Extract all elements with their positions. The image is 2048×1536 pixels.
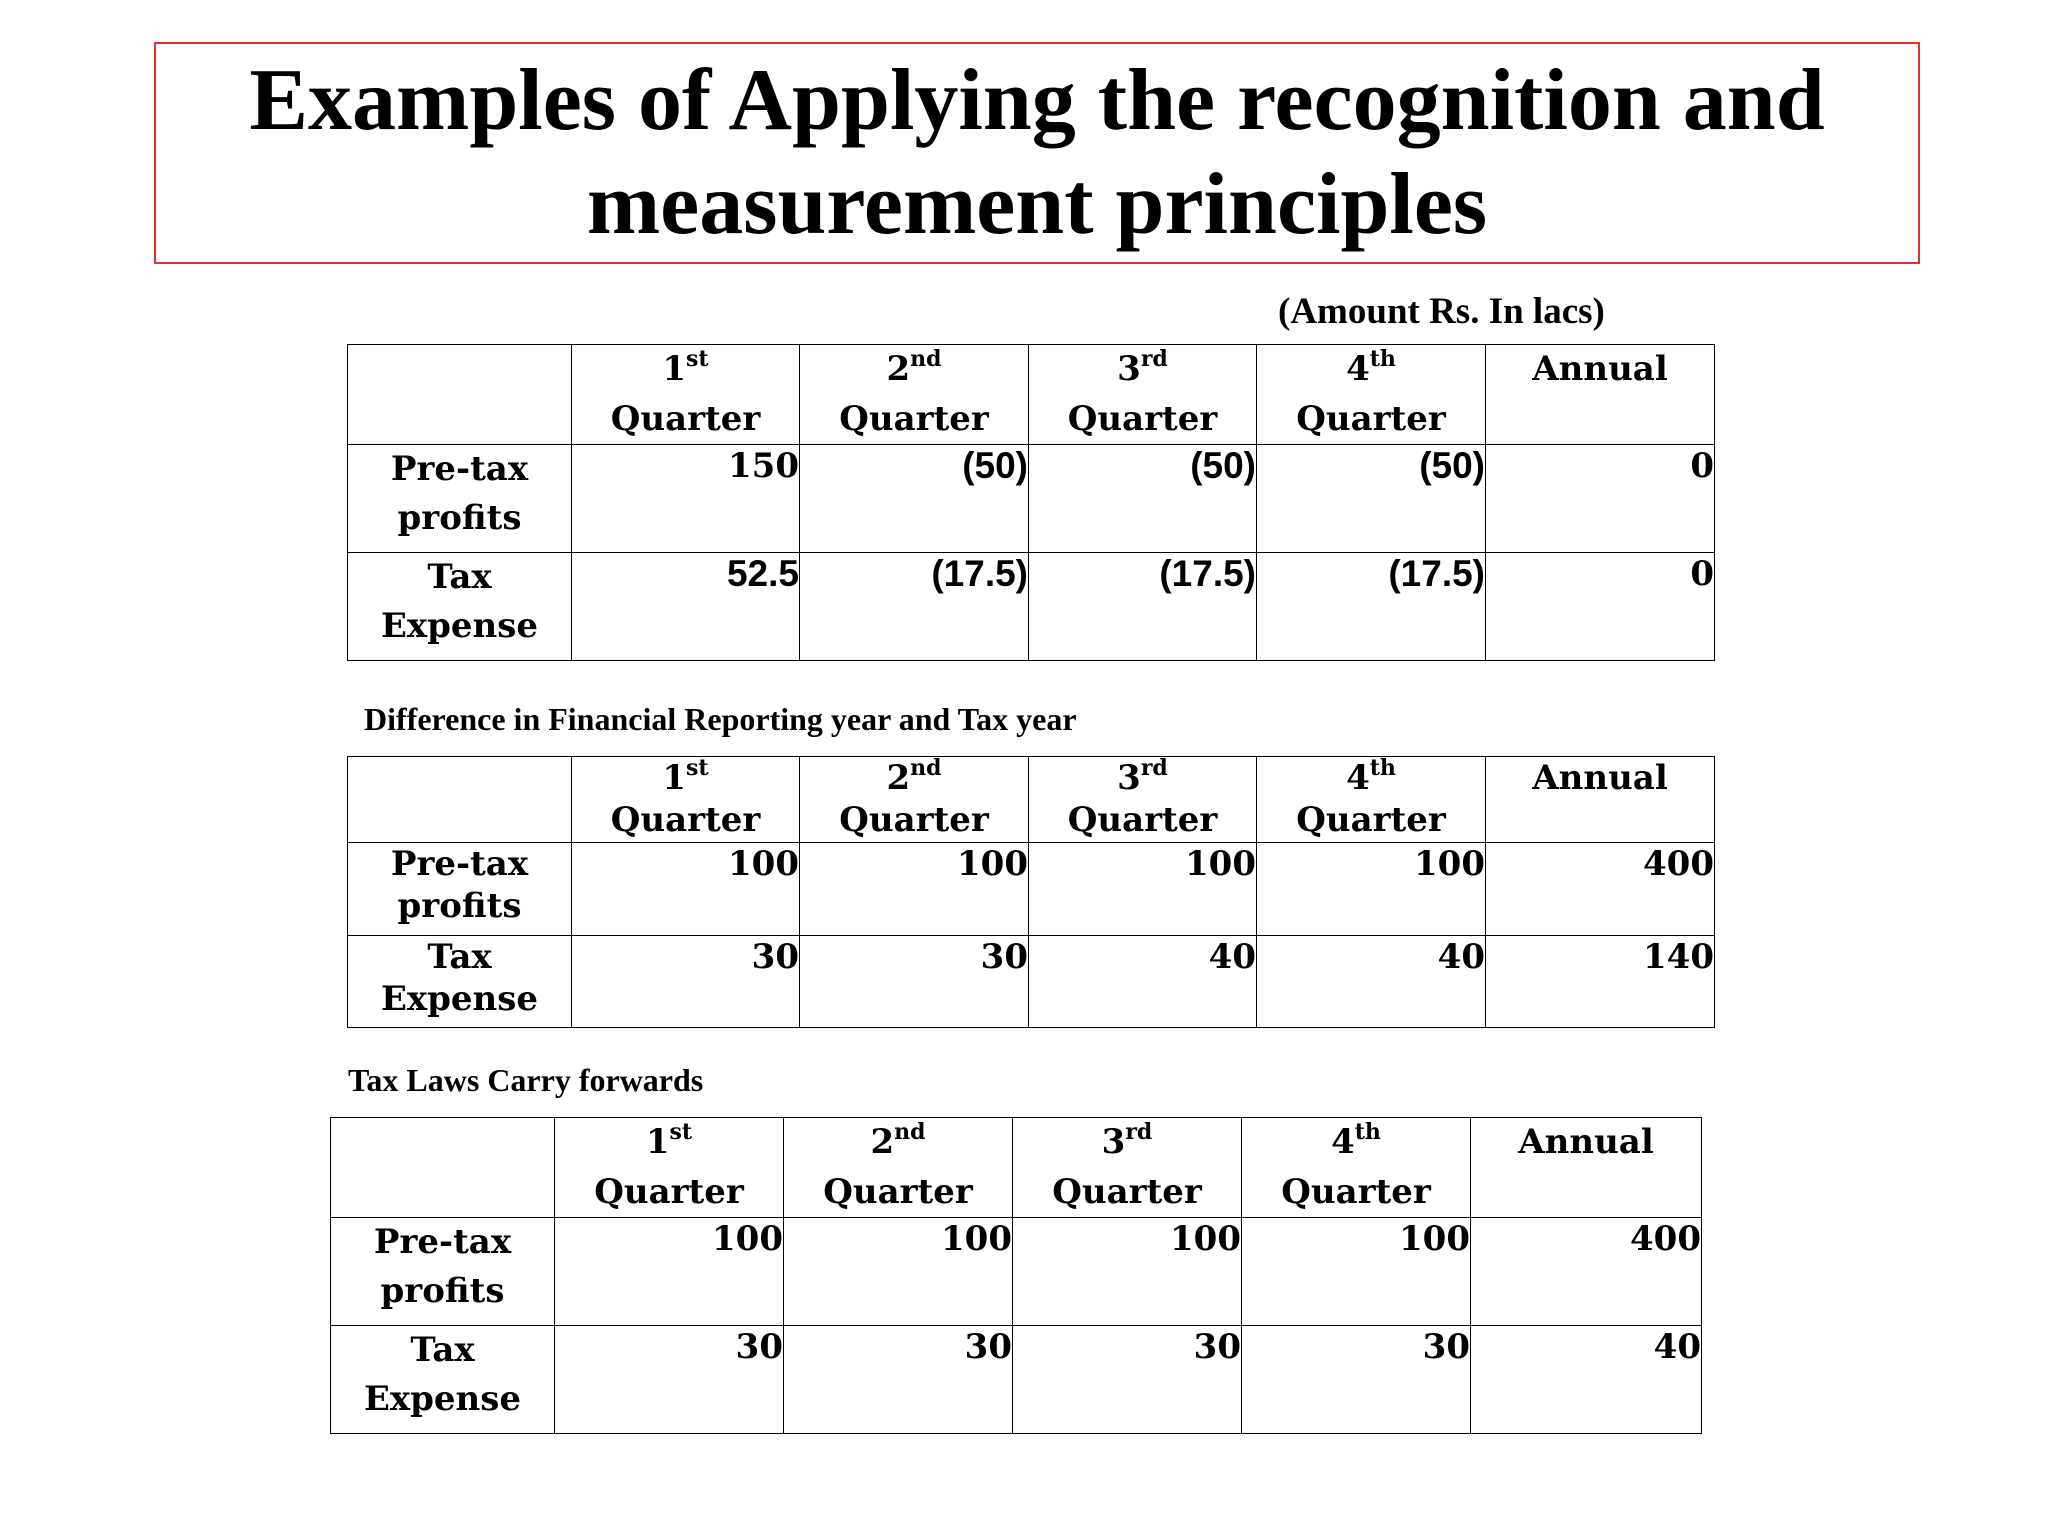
header-annual: Annual bbox=[1471, 1118, 1702, 1218]
header-q3: 3rd Quarter bbox=[1029, 757, 1257, 843]
cell-value: 40 bbox=[1471, 1326, 1702, 1434]
header-q4: 4th Quarter bbox=[1242, 1118, 1471, 1218]
row-label: Pre-tax profits bbox=[348, 445, 572, 553]
header-q3: 3rd Quarter bbox=[1013, 1118, 1242, 1218]
row-label: Pre-tax profits bbox=[348, 843, 572, 936]
cell-value: 30 bbox=[784, 1326, 1013, 1434]
cell-value: 100 bbox=[1029, 843, 1257, 936]
cell-value: 100 bbox=[555, 1218, 784, 1326]
cell-value: (50) bbox=[800, 445, 1029, 553]
table-row bbox=[331, 1218, 1702, 1326]
header-q1: 1st Quarter bbox=[572, 757, 800, 843]
cell-value: 100 bbox=[1013, 1218, 1242, 1326]
cell-value: (17.5) bbox=[1029, 553, 1257, 661]
table-row bbox=[348, 936, 1715, 1028]
header-q3: 3rd Quarter bbox=[1029, 345, 1257, 445]
cell-value: 40 bbox=[1029, 936, 1257, 1028]
header-q1: 1st Quarter bbox=[572, 345, 800, 445]
header-annual: Annual bbox=[1486, 757, 1715, 843]
table-row bbox=[331, 1326, 1702, 1434]
header-q4: 4th Quarter bbox=[1257, 345, 1486, 445]
table-header-row bbox=[348, 345, 1715, 445]
cell-value: 40 bbox=[1257, 936, 1486, 1028]
table-reporting-year-difference bbox=[347, 756, 1715, 1028]
row-label: Tax Expense bbox=[348, 936, 572, 1028]
header-q1: 1st Quarter bbox=[555, 1118, 784, 1218]
cell-value: 100 bbox=[572, 843, 800, 936]
cell-value: 100 bbox=[1242, 1218, 1471, 1326]
cell-value: 100 bbox=[800, 843, 1029, 936]
cell-value: 30 bbox=[555, 1326, 784, 1434]
header-empty-cell bbox=[331, 1118, 555, 1218]
header-q2: 2nd Quarter bbox=[800, 757, 1029, 843]
cell-value: 140 bbox=[1486, 936, 1715, 1028]
table-2-caption: Difference in Financial Reporting year and Tax year bbox=[364, 701, 1077, 737]
header-q2: 2nd Quarter bbox=[784, 1118, 1013, 1218]
cell-value: 30 bbox=[1013, 1326, 1242, 1434]
table-header-row bbox=[331, 1118, 1702, 1218]
cell-value: 30 bbox=[1242, 1326, 1471, 1434]
table-3-caption: Tax Laws Carry forwards bbox=[348, 1062, 704, 1098]
table-tax-carry-forwards bbox=[330, 1117, 1702, 1434]
cell-value: (17.5) bbox=[800, 553, 1029, 661]
cell-value: 52.5 bbox=[572, 553, 800, 661]
header-annual: Annual bbox=[1486, 345, 1715, 445]
cell-value: (50) bbox=[1029, 445, 1257, 553]
row-label: Tax Expense bbox=[331, 1326, 555, 1434]
cell-value: (50) bbox=[1257, 445, 1486, 553]
cell-value: 400 bbox=[1471, 1218, 1702, 1326]
cell-value: 150 bbox=[572, 445, 800, 553]
cell-value: (17.5) bbox=[1257, 553, 1486, 661]
table-row bbox=[348, 445, 1715, 553]
row-label: Tax Expense bbox=[348, 553, 572, 661]
cell-value: 0 bbox=[1486, 553, 1715, 661]
header-empty-cell bbox=[348, 757, 572, 843]
title-box bbox=[154, 42, 1920, 264]
table-row bbox=[348, 553, 1715, 661]
cell-value: 100 bbox=[784, 1218, 1013, 1326]
amount-note: (Amount Rs. In lacs) bbox=[1278, 291, 1605, 332]
cell-value: 30 bbox=[572, 936, 800, 1028]
page-title: Examples of Applying the recognition and measurement principles bbox=[249, 52, 1825, 253]
table-row bbox=[348, 843, 1715, 936]
cell-value: 30 bbox=[800, 936, 1029, 1028]
cell-value: 100 bbox=[1257, 843, 1486, 936]
cell-value: 400 bbox=[1486, 843, 1715, 936]
header-empty-cell bbox=[348, 345, 572, 445]
cell-value: 0 bbox=[1486, 445, 1715, 553]
table-basic-example bbox=[347, 344, 1715, 661]
table-header-row bbox=[348, 757, 1715, 843]
row-label: Pre-tax profits bbox=[331, 1218, 555, 1326]
header-q2: 2nd Quarter bbox=[800, 345, 1029, 445]
header-q4: 4th Quarter bbox=[1257, 757, 1486, 843]
